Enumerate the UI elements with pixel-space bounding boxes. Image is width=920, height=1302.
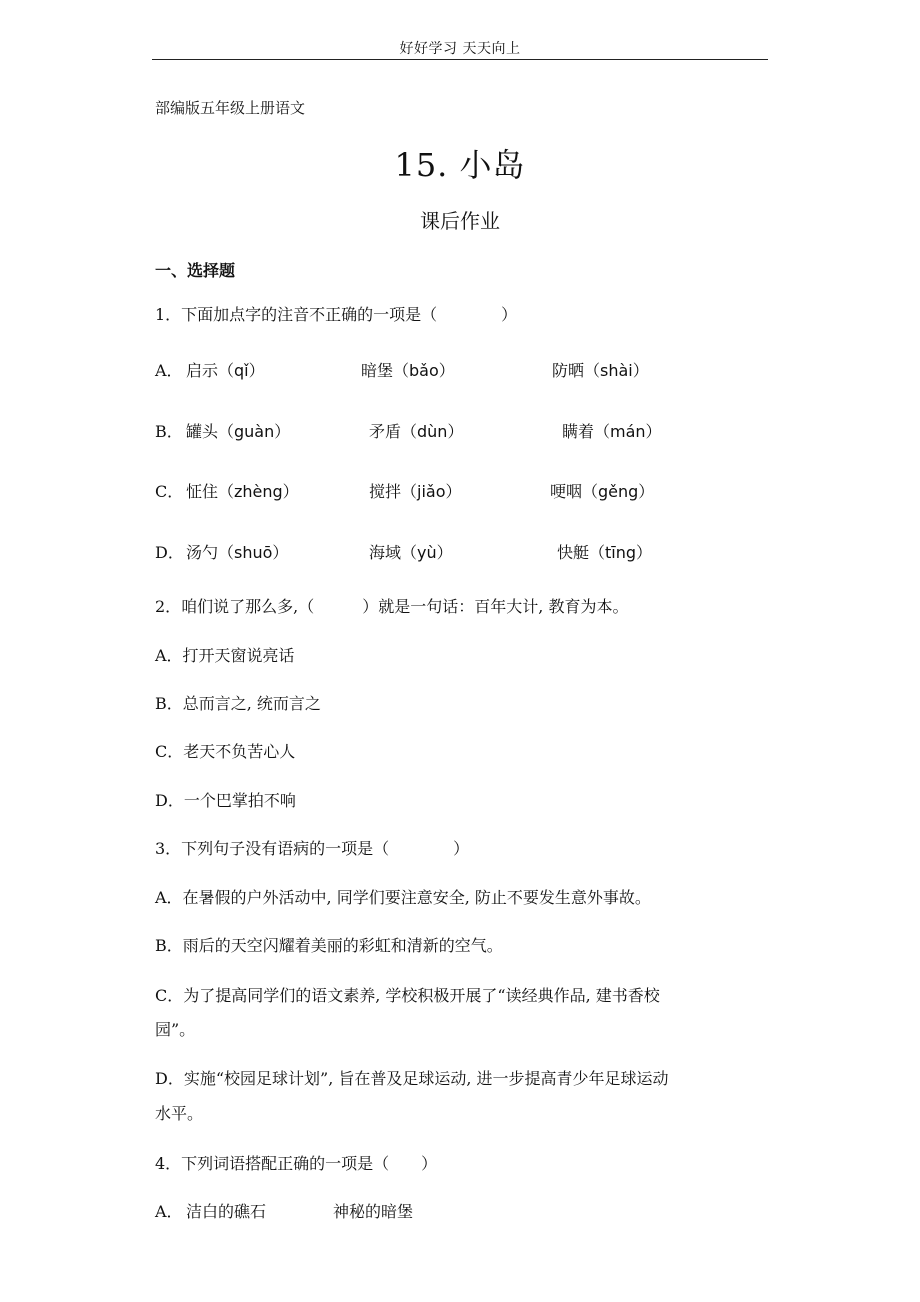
q1-option-d-item-3: 快艇（tīng）	[557, 543, 653, 562]
header-divider	[152, 59, 768, 60]
q4-option-a-label: A．	[155, 1202, 183, 1221]
grade-label: 部编版五年级上册语文	[155, 99, 306, 117]
q2-option-d: D．一个巴掌拍不响	[155, 791, 296, 810]
lesson-subtitle: 课后作业	[420, 209, 500, 233]
q1-option-b-item-2: 矛盾（dùn）	[369, 422, 464, 441]
q1-option-a-item-2: 暗堡（bǎo）	[361, 361, 455, 380]
q1-option-c-item-3: 哽咽（gěng）	[550, 482, 655, 501]
q1-option-b-item-3: 瞒着（mán）	[562, 422, 662, 441]
question-3-stem: 3．下列句子没有语病的一项是（ ）	[155, 839, 470, 858]
q3-option-c: C．为了提高同学们的语文素养, 学校积极开展了“读经典作品, 建书香校	[155, 986, 660, 1005]
q1-option-c-item-1: 怔住（zhèng）	[186, 482, 299, 501]
q1-option-d-label: D．	[155, 543, 184, 562]
q4-option-a-item-1: 洁白的礁石	[186, 1202, 267, 1221]
q1-option-d-item-2: 海域（yù）	[369, 543, 453, 562]
q3-option-d-cont: 水平。	[155, 1104, 204, 1123]
q1-option-a-item-1: 启示（qǐ）	[186, 361, 265, 380]
question-1-stem: 1．下面加点字的注音不正确的一项是（ ）	[155, 305, 518, 324]
q2-option-c: C．老天不负苦心人	[155, 742, 296, 761]
q4-option-a-item-2: 神秘的暗堡	[333, 1202, 414, 1221]
q3-option-b: B．雨后的天空闪耀着美丽的彩虹和清新的空气。	[155, 936, 503, 955]
lesson-title: 15. 小岛	[394, 146, 526, 184]
q1-option-c-item-2: 搅拌（jiǎo）	[369, 482, 462, 501]
q1-option-b-item-1: 罐头（guàn）	[186, 422, 291, 441]
q1-option-a-item-3: 防晒（shài）	[552, 361, 649, 380]
question-4-stem: 4．下列词语搭配正确的一项是（ ）	[155, 1154, 438, 1173]
q1-option-b-label: B．	[155, 422, 183, 441]
q1-option-d-item-1: 汤勺（shuō）	[186, 543, 289, 562]
q2-option-a: A．打开天窗说亮话	[155, 646, 295, 665]
q2-option-b: B．总而言之, 统而言之	[155, 694, 321, 713]
question-2-stem: 2．咱们说了那么多,（ ）就是一句话：百年大计, 教育为本。	[155, 597, 629, 616]
q3-option-c-cont: 园”。	[155, 1020, 196, 1039]
page-header: 好好学习 天天向上	[399, 41, 521, 57]
q1-option-c-label: C．	[155, 482, 184, 501]
q3-option-d: D．实施“校园足球计划”, 旨在普及足球运动, 进一步提高青少年足球运动	[155, 1069, 669, 1088]
section-heading: 一、选择题	[155, 261, 236, 280]
q3-option-a: A．在暑假的户外活动中, 同学们要注意安全, 防止不要发生意外事故。	[155, 888, 651, 907]
q1-option-a-label: A．	[155, 361, 183, 380]
